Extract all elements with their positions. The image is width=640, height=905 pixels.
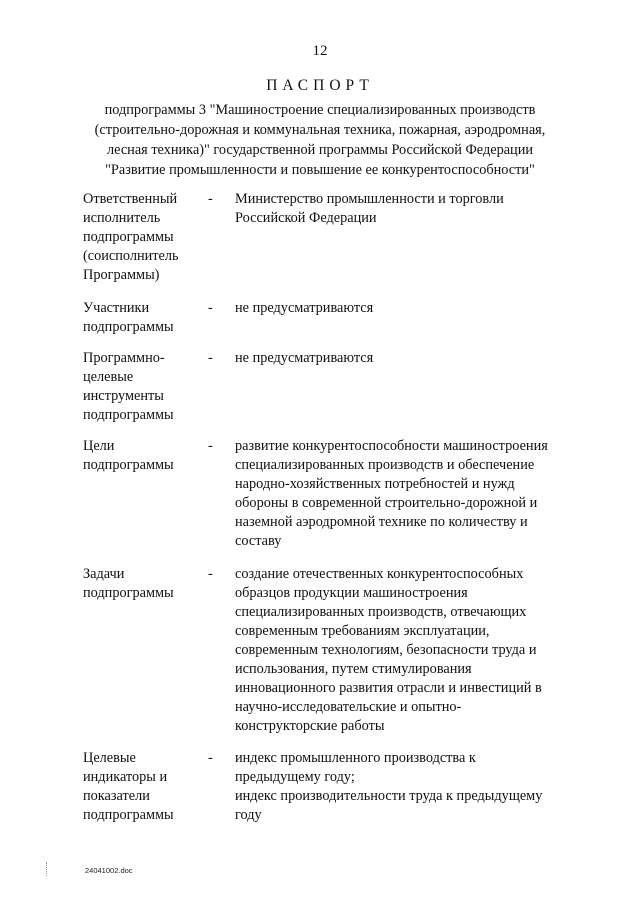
label-line: Программы) (83, 267, 160, 283)
row-dash: - (208, 566, 213, 582)
value-line: не предусматриваются (235, 350, 374, 366)
row-dash: - (208, 750, 213, 766)
value-line: специализированных производств и обеспечение (235, 457, 535, 473)
label-line: (соисполнитель (83, 248, 179, 264)
value-line: народно-хозяйственных потребностей и нужд (235, 476, 515, 492)
label-line: подпрограммы (83, 585, 174, 601)
subtitle-line: лесная техника)" государственной программы Российской Федерации (106, 142, 534, 158)
passport-row-tasks (83, 565, 583, 736)
footer-file-code: 24041002.doc (85, 866, 133, 875)
row-label (83, 299, 208, 337)
value-line: развитие конкурентоспособности машиностроения (235, 438, 548, 454)
row-label (83, 565, 208, 603)
value-line: Министерство промышленности и торговли (235, 191, 504, 207)
label-line: инструменты (83, 388, 164, 404)
subtitle-line: "Развитие промышленности и повышение ее конкурентоспособности" (105, 162, 535, 178)
value-line: индекс производительности труда к предыдущему (235, 788, 543, 804)
passport-row-goals (83, 437, 583, 551)
label-line: показатели (83, 788, 150, 804)
row-dash: - (208, 191, 213, 207)
label-line: Ответственный (83, 191, 178, 207)
passport-row-participants (83, 299, 583, 337)
value-line: современным требованиям эксплуатации, (235, 623, 490, 639)
row-dash: - (208, 438, 213, 454)
label-line: подпрограммы (83, 407, 174, 423)
document-subtitle (60, 100, 580, 180)
label-line: целевые (83, 369, 134, 385)
row-dash: - (208, 350, 213, 366)
document-title: ПАСПОРТ (266, 77, 374, 94)
label-line: Целевые (83, 750, 136, 766)
label-line: подпрограммы (83, 457, 174, 473)
label-line: подпрограммы (83, 807, 174, 823)
label-line: исполнитель (83, 210, 161, 226)
row-label (83, 190, 208, 285)
row-value (235, 749, 583, 825)
passport-row-responsible-executor (83, 190, 583, 285)
passport-table (83, 190, 583, 825)
row-label (83, 749, 208, 825)
row-value (235, 349, 583, 368)
row-value (235, 565, 583, 736)
label-line: Программно- (83, 350, 165, 366)
row-label (83, 437, 208, 475)
row-dash: - (208, 300, 213, 316)
value-line: наземной аэродромной технике по количеству и (235, 514, 528, 530)
passport-row-target-indicators (83, 749, 583, 825)
value-line: Российской Федерации (235, 210, 377, 226)
value-line: конструкторские работы (235, 718, 385, 734)
row-value (235, 299, 583, 318)
row-label (83, 349, 208, 425)
value-line: обороны в современной строительно-дорожной и (235, 495, 538, 511)
label-line: индикаторы и (83, 769, 168, 785)
subtitle-line: (строительно-дорожная и коммунальная техника, пожарная, аэродромная, (94, 122, 546, 138)
value-line: составу (235, 533, 282, 549)
value-line: специализированных производств, отвечающих (235, 604, 527, 620)
value-line: научно-исследовательские и опытно- (235, 699, 462, 715)
label-line: Участники (83, 300, 150, 316)
value-line: индекс промышленного производства к (235, 750, 476, 766)
passport-row-program-tools (83, 349, 583, 425)
value-line: предыдущему году; (235, 769, 355, 785)
label-line: Цели (83, 438, 115, 454)
row-value (235, 437, 583, 551)
value-line: создание отечественных конкурентоспособных (235, 566, 524, 582)
value-line: использования, путем стимулирования (235, 661, 472, 677)
value-line: году (235, 807, 262, 823)
label-line: подпрограммы (83, 229, 174, 245)
margin-mark (46, 862, 49, 876)
page-number: 12 (312, 43, 328, 59)
value-line: не предусматриваются (235, 300, 374, 316)
row-value (235, 190, 583, 228)
label-line: подпрограммы (83, 319, 174, 335)
value-line: образцов продукции машиностроения (235, 585, 468, 601)
label-line: Задачи (83, 566, 125, 582)
value-line: современным технологиям, безопасности труда и (235, 642, 537, 658)
subtitle-line: подпрограммы 3 "Машиностроение специализированных производств (104, 102, 536, 118)
value-line: инновационного развития отрасли и инвестиций в (235, 680, 542, 696)
